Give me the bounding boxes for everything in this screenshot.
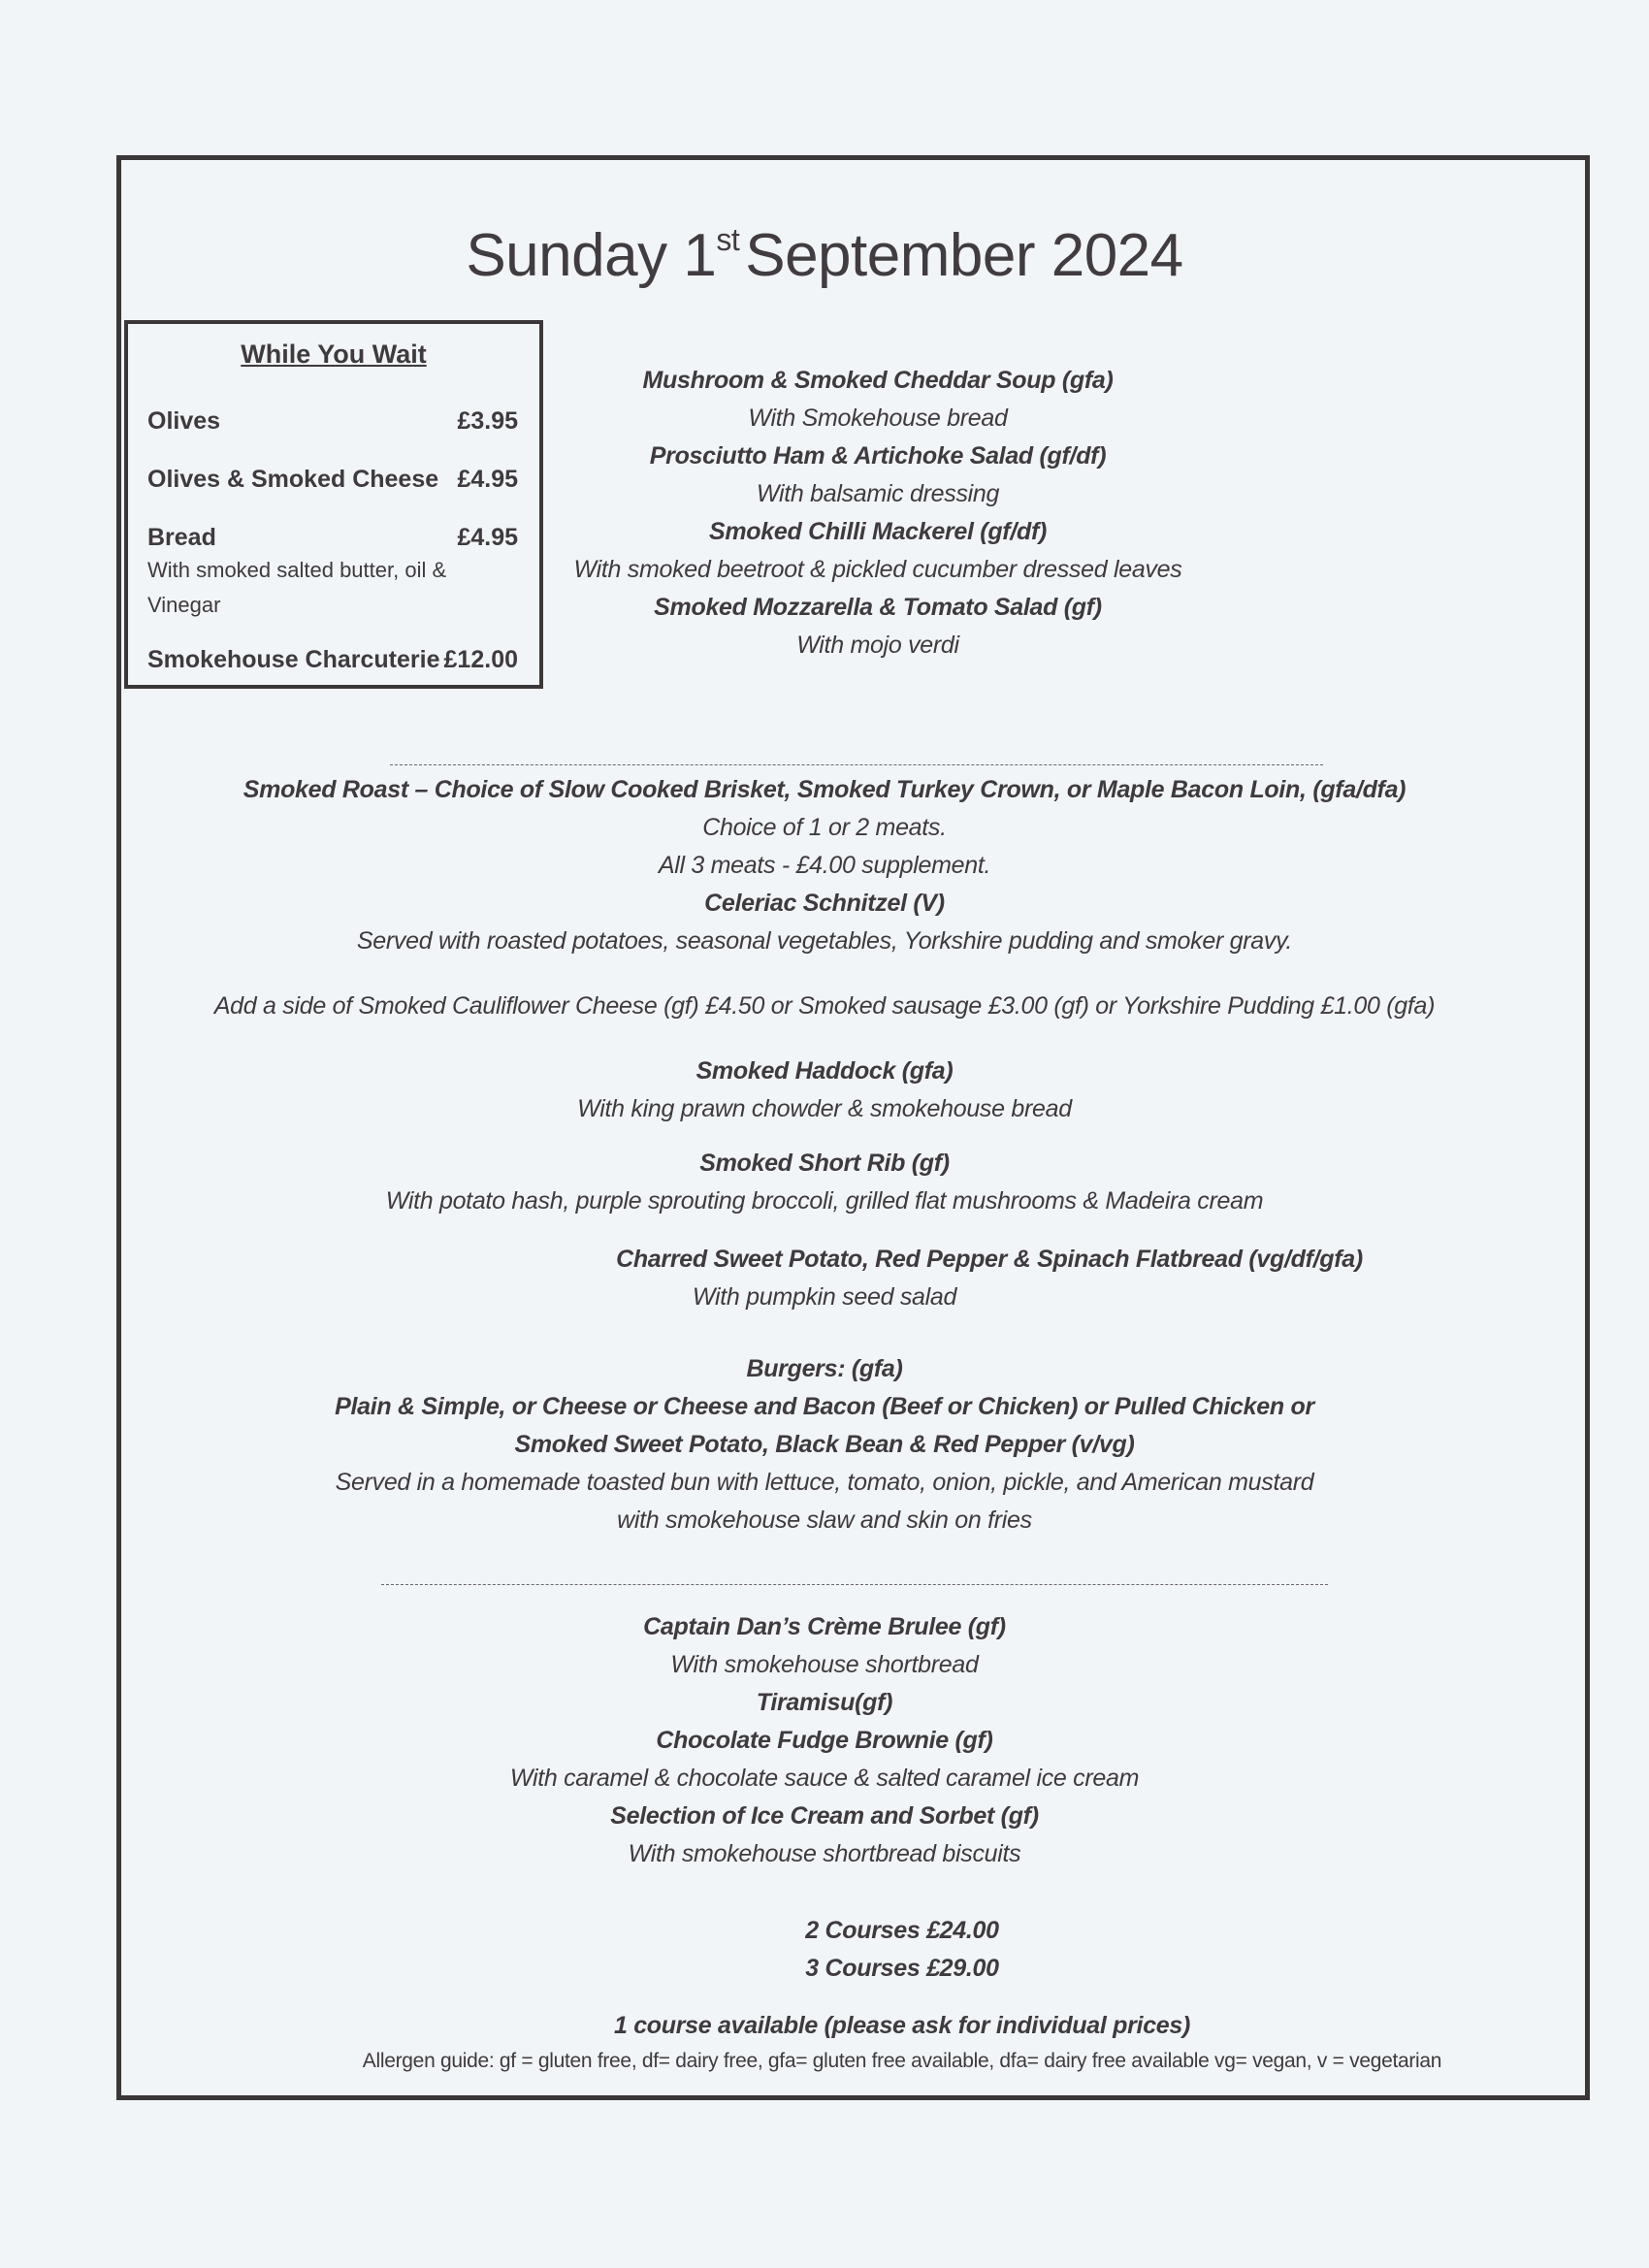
burgers-served: with smokehouse slaw and skin on fries [617, 1507, 1032, 1534]
item-name: Olives & Smoked Cheese [147, 466, 439, 493]
sides-line: Add a side of Smoked Cauliflower Cheese (gf) £4.50 or Smoked sausage £3.00 (gf) or Yorkshire Pudding £1.00 (gfa) [213, 992, 1436, 1020]
title-day: Sunday 1 [466, 222, 717, 289]
starter-description: With balsamic dressing [756, 480, 1000, 507]
item-price: £3.95 [457, 407, 518, 435]
item-name: Olives [147, 407, 221, 435]
starter-name: Smoked Chilli Mackerel (gf/df) [708, 518, 1047, 545]
dessert-name: Chocolate Fudge Brownie (gf) [656, 1727, 993, 1754]
item-price: £4.95 [457, 466, 518, 493]
starter-name: Smoked Mozzarella & Tomato Salad (gf) [654, 594, 1102, 621]
section-divider [390, 764, 1323, 765]
main-name: Smoked Short Rib (gf) [699, 1150, 950, 1177]
burgers-options: Smoked Sweet Potato, Black Bean & Red Pepper (v/vg) [514, 1431, 1135, 1458]
price-two-courses: 2 Courses £24.00 [805, 1917, 999, 1944]
main-name: Smoked Haddock (gfa) [695, 1057, 954, 1085]
dessert-description: With smokehouse shortbread [670, 1651, 979, 1678]
starter-description: With Smokehouse bread [748, 405, 1008, 432]
roast-supplement: All 3 meats - £4.00 supplement. [658, 852, 991, 879]
burgers-served: Served in a homemade toasted bun with lettuce, tomato, onion, pickle, and American mustard [335, 1469, 1314, 1496]
main-name: Charred Sweet Potato, Red Pepper & Spinach Flatbread (vg/df/gfa) [616, 1246, 1363, 1273]
item-name: Bread [147, 524, 216, 551]
page-title [0, 221, 1649, 290]
title-month-year: September 2024 [745, 222, 1183, 289]
price-three-courses: 3 Courses £29.00 [805, 1955, 999, 1982]
main-description: With potato hash, purple sprouting broccoli, grilled flat mushrooms & Madeira cream [385, 1187, 1264, 1215]
starter-description: With mojo verdi [796, 632, 959, 659]
section-divider [381, 1584, 1328, 1585]
wait-item-bread-description: With smoked salted butter, oil & Vinegar [147, 558, 447, 617]
burgers-options: Plain & Simple, or Cheese or Cheese and Bacon (Beef or Chicken) or Pulled Chicken or [335, 1393, 1314, 1420]
title-ordinal-suffix: st [716, 222, 740, 257]
item-name: Smokehouse Charcuterie [147, 646, 440, 673]
starter-name: Prosciutto Ham & Artichoke Salad (gf/df) [649, 442, 1107, 470]
dessert-name: Selection of Ice Cream and Sorbet (gf) [610, 1802, 1039, 1830]
roast-served-with: Served with roasted potatoes, seasonal vegetables, Yorkshire pudding and smoker gravy. [356, 927, 1293, 955]
veg-option: Celeriac Schnitzel (V) [704, 890, 945, 917]
dessert-name: Captain Dan’s Crème Brulee (gf) [643, 1613, 1006, 1640]
starter-name: Mushroom & Smoked Cheddar Soup (gfa) [642, 367, 1114, 394]
dessert-name: Tiramisu(gf) [756, 1689, 893, 1716]
roast-title: Smoked Roast – Choice of Slow Cooked Brisket, Smoked Turkey Crown, or Maple Bacon Loin, (gfa/dfa) [242, 776, 1406, 803]
main-description: With pumpkin seed salad [692, 1283, 957, 1311]
dessert-description: With caramel & chocolate sauce & salted caramel ice cream [509, 1765, 1140, 1792]
item-price: £12.00 [443, 646, 518, 673]
dessert-description: With smokehouse shortbread biscuits [628, 1840, 1021, 1867]
one-course-note: 1 course available (please ask for individual prices) [613, 2012, 1191, 2039]
item-price: £4.95 [457, 524, 518, 551]
allergen-guide: Allergen guide: gf = gluten free, df= dairy free, gfa= gluten free available, dfa= dairy free available vg= vegan, v = vegetarian [362, 2050, 1442, 2072]
starter-description: With smoked beetroot & pickled cucumber dressed leaves [573, 556, 1182, 583]
roast-note: Choice of 1 or 2 meats. [702, 814, 947, 841]
burgers-title: Burgers: (gfa) [746, 1355, 903, 1382]
main-description: With king prawn chowder & smokehouse bread [577, 1095, 1072, 1122]
while-you-wait-title: While You Wait [241, 340, 427, 369]
